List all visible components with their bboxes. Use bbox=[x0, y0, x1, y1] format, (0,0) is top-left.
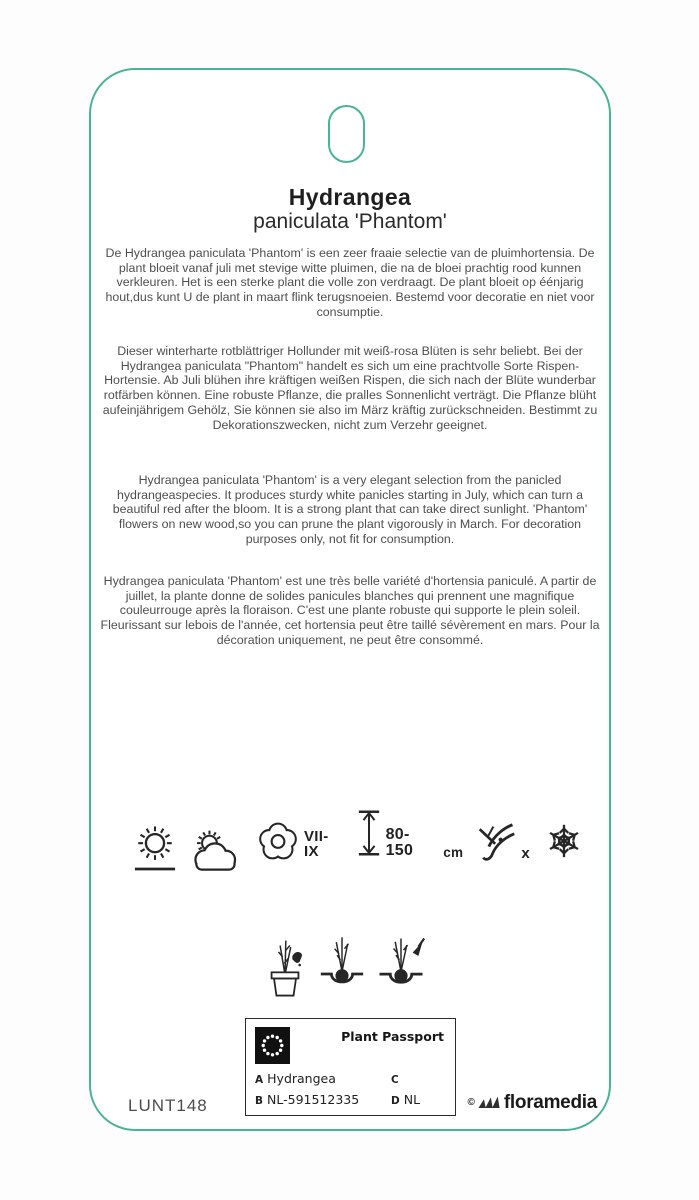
plant-with-trowel-icon bbox=[377, 926, 425, 1004]
height-arrow-icon bbox=[356, 809, 382, 857]
prune-mark: x bbox=[521, 845, 530, 862]
care-symbols-row bbox=[133, 810, 583, 872]
hang-hole-slot bbox=[328, 105, 365, 163]
passport-field-c bbox=[391, 1071, 403, 1086]
partial-shade-icon bbox=[191, 829, 239, 872]
snowflake-icon bbox=[545, 820, 583, 862]
description-english: Hydrangea paniculata 'Phantom' is a very elegant selection from the panicled hydrangeaspecies. It produces sturdy white panicles starting in July, which can turn a beautiful red after the bloom. It is a strong plant that can take direct sunlight. 'Phantom' flowers on new wood,so you can prune the plant vigorously in March. For decoration purposes only, not fit for consumption. bbox=[112, 473, 588, 546]
eu-flag-icon bbox=[255, 1027, 290, 1064]
passport-field-b bbox=[255, 1092, 359, 1107]
full-sun-icon bbox=[133, 822, 177, 872]
copyright-symbol: © bbox=[467, 1097, 475, 1108]
description-dutch: De Hydrangea paniculata 'Phantom' is een zeer fraaie selectie van de pluimhortensia. De plant bloeit vanaf juli met stevige witte pluimen, die na de bloei prachtig rood kunnen verkleuren. Het is een sterke plant die volle zon verdraagt. De plant bloeit op éénjarig hout,dus kunt U de plant in maart flink terugsnoeien. Bestemd voor decoratie en niet voor consumptie. bbox=[105, 246, 595, 319]
planting-instructions-row bbox=[263, 926, 425, 1004]
passport-field-a-label: A bbox=[255, 1074, 264, 1086]
product-code: LUNT148 bbox=[128, 1096, 208, 1115]
publisher-name: floramedia bbox=[503, 1092, 597, 1113]
height-unit: cm bbox=[443, 844, 464, 860]
flowering-period-icon bbox=[255, 818, 301, 864]
passport-field-d-label: D bbox=[391, 1095, 400, 1107]
passport-field-d-value: NL bbox=[403, 1092, 421, 1107]
label-card bbox=[89, 68, 611, 1131]
passport-field-b-value: NL-591512335 bbox=[267, 1092, 360, 1107]
publisher-logo bbox=[468, 1093, 597, 1112]
plant-root-ball-icon bbox=[320, 926, 364, 1004]
passport-title: Plant Passport bbox=[341, 1029, 444, 1044]
plant-genus-title: Hydrangea bbox=[288, 184, 412, 210]
passport-field-d bbox=[391, 1092, 420, 1107]
passport-field-a bbox=[255, 1071, 336, 1086]
plant-passport-box bbox=[245, 1018, 456, 1116]
floramedia-leaf-icon bbox=[478, 1095, 500, 1109]
description-german: Dieser winterharte rotblättriger Hollunder mit weiß-rosa Blüten is sehr beliebt. Bei der Hydrangea paniculata "Phantom" handelt es sich um eine prachtvolle Sorte Rispen-Hortensie. Ab Juli blühen ihre kräftigen weißen Rispen, die sich nach der Blüte wunderbar rotfärben können. Eine robuste Pflanze, die pralles Sonnenlicht verträgt. Die Pflanze blüht aufeinjährigem Gehölz, Sie können sie also im März kräftig zurückschneiden. Bestimmt zu Dekorationszwecken, nicht zum Verzehr geeignet. bbox=[102, 344, 598, 432]
passport-field-c-label: C bbox=[391, 1074, 399, 1086]
passport-field-a-value: Hydrangea bbox=[267, 1071, 336, 1086]
description-french: Hydrangea paniculata 'Phantom' est une très belle variété d'hortensia paniculé. A partir de juillet, la plante donne de solides panicules blanches qui prennent une magnifique couleurrouge après la floraison. C'est une plante robuste qui supporte le plein soleil. Fleurissant sur lebois de l'année, cet hortensia peut être taillé sévèrement en mars. Pour la décoration uniquement, ne peut être consommé. bbox=[100, 574, 600, 647]
pruning-shears-icon bbox=[477, 820, 517, 864]
passport-field-b-label: B bbox=[255, 1095, 264, 1107]
flowering-period-value: VII-IX bbox=[304, 828, 329, 860]
plant-in-pot-icon bbox=[263, 926, 307, 1004]
plant-species-subtitle: paniculata 'Phantom' bbox=[253, 210, 447, 233]
height-range-value: 80-150 bbox=[385, 826, 414, 859]
